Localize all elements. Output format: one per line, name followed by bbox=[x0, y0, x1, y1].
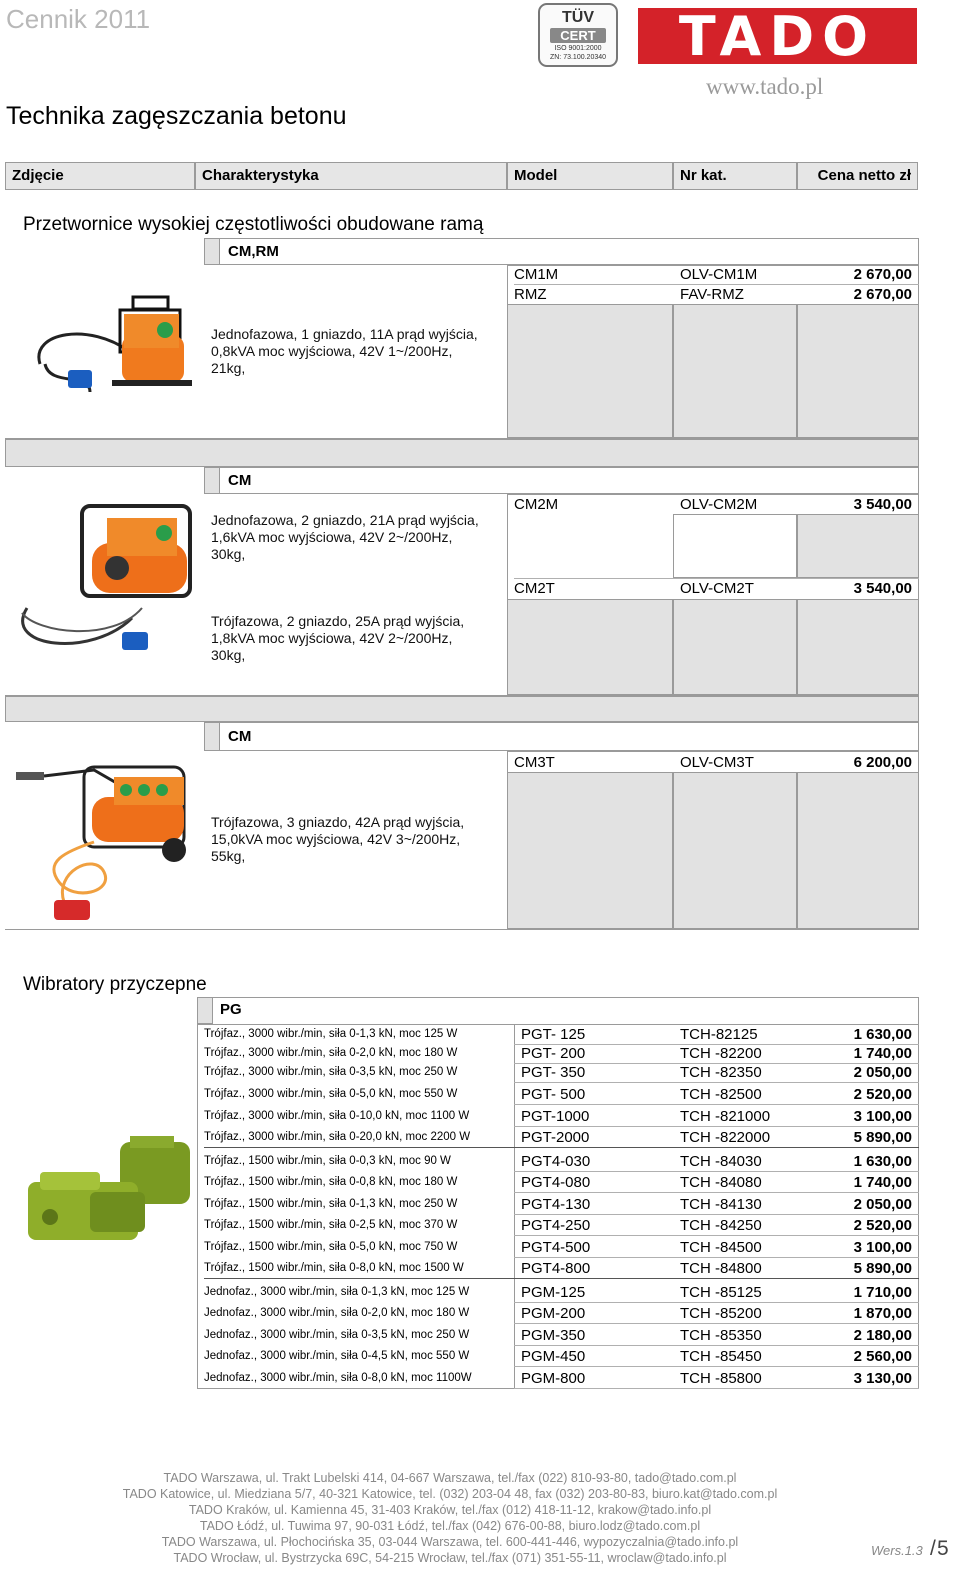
price: 3 100,00 bbox=[853, 1108, 912, 1125]
catalog-number: TCH-82125 bbox=[680, 1026, 758, 1043]
converter-cm2-image bbox=[12, 498, 202, 668]
catalog-number: TCH -85200 bbox=[680, 1305, 762, 1322]
vibrator-description: Trójfaz., 3000 wibr./min, siła 0-3,5 kN, moc 250 W bbox=[204, 1066, 458, 1078]
footer-address-line: TADO Wrocław, ul. Bystrzycka 69C, 54-215 Wrocław, tel./fax (071) 351-55-11, wroclaw@tado.info.pl bbox=[173, 1551, 727, 1565]
vibrator-description: Trójfaz., 3000 wibr./min, siła 0-20,0 kN, moc 2200 W bbox=[204, 1131, 471, 1143]
cert-logo-text: CERT bbox=[550, 28, 606, 43]
grey-cell bbox=[507, 304, 673, 438]
catalog-number: TCH -84500 bbox=[680, 1239, 762, 1256]
catalog-number: TCH -82350 bbox=[680, 1064, 762, 1081]
column-header-catalog-number: Nr kat. bbox=[673, 162, 797, 190]
model: PGT- 200 bbox=[521, 1045, 586, 1062]
group-header-marker bbox=[204, 722, 220, 751]
model: PGM-450 bbox=[521, 1348, 586, 1365]
vibrator-description: Trójfaz., 1500 wibr./min, siła 0-5,0 kN, moc 750 W bbox=[204, 1241, 458, 1253]
model: PGT- 350 bbox=[521, 1064, 586, 1081]
model: PGT4-080 bbox=[521, 1174, 591, 1191]
footer-address-line: TADO Łódź, ul. Tuwima 97, 90-031 Łódź, tel./fax (042) 676-00-88, biuro.lodz@tado.com.pl bbox=[199, 1519, 701, 1533]
catalog-number: TCH -84800 bbox=[680, 1260, 762, 1277]
tado-brand-logo: TADO bbox=[638, 8, 917, 64]
vibrator-description: Trójfaz., 3000 wibr./min, siła 0-10,0 kN, moc 1100 W bbox=[204, 1110, 470, 1122]
catalog-number: TCH -84080 bbox=[680, 1174, 762, 1191]
column-header-photo: Zdjęcie bbox=[5, 162, 195, 190]
column-header-net-price: Cena netto zł bbox=[797, 162, 918, 190]
footer-addresses bbox=[0, 1470, 900, 1566]
row-divider bbox=[514, 1082, 919, 1083]
column-header-model: Model bbox=[507, 162, 673, 190]
price: 1 630,00 bbox=[853, 1153, 912, 1170]
version-label: Wers.1.3 bbox=[871, 1543, 923, 1558]
row-divider bbox=[514, 1302, 919, 1303]
row-divider bbox=[514, 1126, 919, 1127]
group-label-cm: CM bbox=[228, 472, 252, 489]
model: PGT- 125 bbox=[521, 1026, 586, 1043]
vibrator-description: Jednofaz., 3000 wibr./min, siła 0-2,0 kN, moc 180 W bbox=[204, 1307, 470, 1319]
catalog-number: FAV-RMZ bbox=[680, 286, 744, 303]
price: 2 050,00 bbox=[853, 1064, 912, 1081]
price: 1 740,00 bbox=[853, 1045, 912, 1062]
row-divider bbox=[514, 578, 919, 579]
tuv-cert-logo bbox=[538, 3, 618, 67]
column-header-characteristics: Charakterystyka bbox=[195, 162, 507, 190]
model: PGT4-130 bbox=[521, 1196, 591, 1213]
grey-cell bbox=[797, 772, 919, 929]
group-label-pg: PG bbox=[220, 1001, 242, 1018]
model: PGT4-030 bbox=[521, 1153, 591, 1170]
group-header-marker bbox=[204, 238, 220, 265]
price: 2 520,00 bbox=[853, 1217, 912, 1234]
row-divider bbox=[514, 1388, 919, 1389]
row-divider bbox=[514, 1192, 919, 1193]
vibrator-description: Jednofaz., 3000 wibr./min, siła 0-8,0 kN, moc 1100W bbox=[204, 1372, 472, 1384]
page-title: Technika zagęszczania betonu bbox=[6, 102, 347, 130]
vibrators-image bbox=[20, 1132, 200, 1252]
model: PGM-350 bbox=[521, 1327, 586, 1344]
row-divider bbox=[514, 1323, 919, 1324]
row-divider bbox=[514, 1104, 919, 1105]
group-separator-bar bbox=[5, 439, 919, 467]
tuv-logo-text: TÜV bbox=[562, 9, 594, 26]
model: PGT-1000 bbox=[521, 1108, 590, 1125]
cell bbox=[673, 514, 797, 578]
row-divider bbox=[514, 284, 919, 285]
zn-text: ZN: 73.100.20340 bbox=[549, 54, 607, 61]
price: 2 560,00 bbox=[853, 1348, 912, 1365]
model: CM1M bbox=[514, 266, 559, 283]
model: PGT4-500 bbox=[521, 1239, 591, 1256]
catalog-number: TCH -85800 bbox=[680, 1370, 762, 1387]
model: PGT- 500 bbox=[521, 1086, 586, 1103]
grey-cell bbox=[673, 304, 797, 438]
website-link[interactable]: www.tado.pl bbox=[706, 74, 824, 99]
price: 3 540,00 bbox=[853, 580, 912, 597]
vibrator-description: Trójfaz., 1500 wibr./min, siła 0-1,3 kN, moc 250 W bbox=[204, 1198, 458, 1210]
converter-cm1m-image bbox=[30, 292, 200, 404]
converter-cm3t-image bbox=[14, 752, 204, 924]
vibrator-description: Trójfaz., 3000 wibr./min, siła 0-5,0 kN, moc 550 W bbox=[204, 1088, 458, 1100]
group-label-cm-rm: CM,RM bbox=[228, 243, 279, 260]
row-divider bbox=[204, 1147, 919, 1148]
row-divider bbox=[514, 1235, 919, 1236]
price: 1 710,00 bbox=[853, 1284, 912, 1301]
model: PGT-2000 bbox=[521, 1129, 590, 1146]
price: 2 670,00 bbox=[853, 266, 912, 283]
group-header-cm bbox=[204, 722, 919, 751]
row-divider bbox=[514, 1171, 919, 1172]
price: 2 180,00 bbox=[853, 1327, 912, 1344]
column-divider bbox=[514, 1024, 515, 1389]
model: RMZ bbox=[514, 286, 547, 303]
catalog-number: TCH -85450 bbox=[680, 1348, 762, 1365]
vibrator-description: Jednofaz., 3000 wibr./min, siła 0-4,5 kN, moc 550 W bbox=[204, 1350, 470, 1362]
row-divider bbox=[514, 1366, 919, 1367]
page-number: 5 bbox=[937, 1537, 949, 1560]
model: PGM-200 bbox=[521, 1305, 586, 1322]
grey-cell bbox=[507, 599, 673, 695]
group-header-cm-rm bbox=[204, 238, 919, 265]
price: 1 870,00 bbox=[853, 1305, 912, 1322]
model: PGT4-250 bbox=[521, 1217, 591, 1234]
model: CM3T bbox=[514, 754, 555, 771]
group-separator-bar bbox=[5, 696, 919, 722]
price: 2 670,00 bbox=[853, 286, 912, 303]
row-divider bbox=[204, 1278, 919, 1279]
row-divider bbox=[514, 1257, 919, 1258]
catalog-number: TCH -85125 bbox=[680, 1284, 762, 1301]
catalog-number: OLV-CM2T bbox=[680, 580, 754, 597]
grey-cell bbox=[797, 304, 919, 438]
catalog-number: OLV-CM1M bbox=[680, 266, 758, 283]
vibrator-description: Trójfaz., 1500 wibr./min, siła 0-8,0 kN, moc 1500 W bbox=[204, 1262, 464, 1274]
model: CM2T bbox=[514, 580, 555, 597]
group-label-cm: CM bbox=[228, 728, 252, 745]
vibrator-description: Trójfaz., 3000 wibr./min, siła 0-2,0 kN, moc 180 W bbox=[204, 1047, 458, 1059]
page-separator: / bbox=[930, 1537, 936, 1560]
catalog-number: TCH -84250 bbox=[680, 1217, 762, 1234]
catalog-number: OLV-CM3T bbox=[680, 754, 754, 771]
price: 1 630,00 bbox=[853, 1026, 912, 1043]
price: 2 050,00 bbox=[853, 1196, 912, 1213]
price-list-year: Cennik 2011 bbox=[6, 4, 151, 34]
model: PGM-125 bbox=[521, 1284, 586, 1301]
vibrator-description: Jednofaz., 3000 wibr./min, siła 0-1,3 kN, moc 125 W bbox=[204, 1286, 470, 1298]
product-description: Trójfazowa, 2 gniazdo, 25A prąd wyjścia, 1,8kVA moc wyjściowa, 42V 2~/200Hz, 30kg, bbox=[211, 613, 465, 663]
price: 5 890,00 bbox=[853, 1129, 912, 1146]
grey-cell bbox=[797, 599, 919, 695]
catalog-number: TCH -822000 bbox=[680, 1129, 771, 1146]
product-description: Jednofazowa, 1 gniazdo, 11A prąd wyjścia, 0,8kVA moc wyjściowa, 42V 1~/200Hz, 21kg, bbox=[211, 326, 478, 376]
footer-address-line: TADO Katowice, ul. Miedziana 5/7, 40-321 Katowice, tel. (032) 203-04 48, fax (032) 203-80-83, biuro.kat@tado.com.pl bbox=[122, 1487, 778, 1501]
product-description: Trójfazowa, 3 gniazdo, 42A prąd wyjścia, 15,0kVA moc wyjściowa, 42V 3~/200Hz, 55kg, bbox=[211, 814, 465, 864]
price: 3 130,00 bbox=[853, 1370, 912, 1387]
group-header-marker bbox=[197, 997, 213, 1024]
footer-address-line: TADO Warszawa, ul. Płochocińska 35, 03-044 Warszawa, tel. 600-441-446, wypozyczalnia@tado.info.pl bbox=[161, 1535, 739, 1549]
catalog-number: TCH -82500 bbox=[680, 1086, 762, 1103]
group-header-cm bbox=[204, 467, 919, 494]
price: 3 100,00 bbox=[853, 1239, 912, 1256]
footer-address-line: TADO Warszawa, ul. Trakt Lubelski 414, 04-667 Warszawa, tel./fax (022) 810-93-80, tado@tado.com.pl bbox=[163, 1471, 737, 1485]
section-title-vibrators: Wibratory przyczepne bbox=[23, 974, 207, 995]
price: 5 890,00 bbox=[853, 1260, 912, 1277]
catalog-number: TCH -84130 bbox=[680, 1196, 762, 1213]
price: 1 740,00 bbox=[853, 1174, 912, 1191]
group-header-divider bbox=[197, 1024, 919, 1025]
price: 2 520,00 bbox=[853, 1086, 912, 1103]
row-divider bbox=[514, 1214, 919, 1215]
vibrator-description: Trójfaz., 3000 wibr./min, siła 0-1,3 kN, moc 125 W bbox=[204, 1028, 458, 1040]
row-divider bbox=[514, 1345, 919, 1346]
grey-cell bbox=[673, 772, 797, 929]
group-border bbox=[5, 929, 919, 930]
catalog-number: TCH -82200 bbox=[680, 1045, 762, 1062]
grey-cell bbox=[507, 772, 673, 929]
catalog-number: TCH -84030 bbox=[680, 1153, 762, 1170]
model: CM2M bbox=[514, 496, 559, 513]
grey-cell bbox=[673, 599, 797, 695]
catalog-number: TCH -821000 bbox=[680, 1108, 771, 1125]
price: 3 540,00 bbox=[853, 496, 912, 513]
catalog-number: OLV-CM2M bbox=[680, 496, 758, 513]
vibrator-description: Trójfaz., 1500 wibr./min, siła 0-0,3 kN, moc 90 W bbox=[204, 1155, 451, 1167]
grey-cell bbox=[797, 514, 919, 578]
product-description: Jednofazowa, 2 gniazdo, 21A prąd wyjścia, 1,6kVA moc wyjściowa, 42V 2~/200Hz, 30kg, bbox=[211, 512, 479, 562]
model: PGM-800 bbox=[521, 1370, 586, 1387]
group-header-marker bbox=[204, 467, 220, 494]
catalog-number: TCH -85350 bbox=[680, 1327, 762, 1344]
model: PGT4-800 bbox=[521, 1260, 591, 1277]
vibrator-description: Trójfaz., 1500 wibr./min, siła 0-2,5 kN, moc 370 W bbox=[204, 1219, 458, 1231]
vibrator-description: Trójfaz., 1500 wibr./min, siła 0-0,8 kN, moc 180 W bbox=[204, 1176, 458, 1188]
footer-address-line: TADO Kraków, ul. Kamienna 45, 31-403 Kraków, tel./fax (012) 418-11-12, krakow@tado.info.pl bbox=[188, 1503, 712, 1517]
iso-text: ISO 9001:2000 bbox=[554, 45, 602, 52]
price: 6 200,00 bbox=[853, 754, 912, 771]
section-title-converters: Przetwornice wysokiej częstotliwości obudowane ramą bbox=[23, 214, 484, 235]
vibrator-description: Jednofaz., 3000 wibr./min, siła 0-3,5 kN, moc 250 W bbox=[204, 1329, 470, 1341]
